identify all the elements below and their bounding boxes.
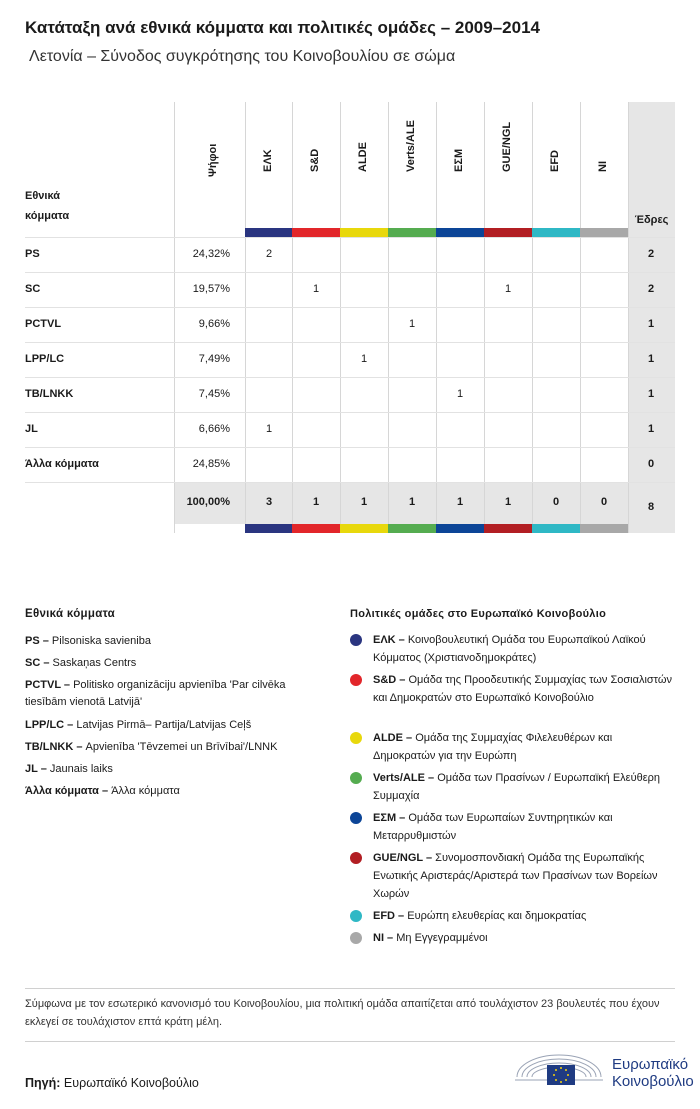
grand-total-seats: 8 [647,501,655,513]
group-legend-item: Verts/ALE – Ομάδα των Πρασίνων / Ευρωπαϊκή Ελεύθερη Συμμαχία [373,772,660,802]
grid-line [245,102,246,533]
group-full-name: Μη Εγγεγραμμένοι [396,932,488,944]
grid-line [580,102,581,533]
row-divider [25,447,675,448]
groups-legend-heading: Πολιτικές ομάδες στο Ευρωπαϊκό Κοινοβούλιο [350,608,607,620]
group-full-name: Συνομοσπονδιακή Ομάδα της Ευρωπαϊκής Ενωτικής Αριστεράς/Αριστερά των Πρασίνων των Βορείων Χωρών [373,852,658,900]
row-divider [25,307,675,308]
group-total: 1 [360,496,368,508]
group-header: ALDE [357,142,369,172]
party-legend-item: Άλλα κόμματα – Άλλα κόμματα [25,785,180,797]
group-color-bar [532,228,580,237]
seat-count-cell: 1 [408,318,416,330]
group-color-bar [388,228,436,237]
party-full-name: Politisko organizāciju apvienība 'Par cilvēka tiesībām vienotā Latvijā' [25,679,286,708]
group-color-dot-icon [350,634,362,646]
total-seats: 0 [647,458,655,470]
group-abbr: ALDE [373,732,403,744]
seat-count-cell: 2 [265,248,273,260]
party-name: SC [25,283,41,295]
group-total: 0 [552,496,560,508]
group-full-name: Ομάδα των Πρασίνων / Ευρωπαϊκή Ελεύθερη Συμμαχία [373,772,660,802]
group-color-dot-icon [350,732,362,744]
party-name: JL [25,423,38,435]
group-color-bar [340,228,388,237]
vote-share: 24,85% [192,458,230,470]
party-abbr: LPP/LC [25,719,65,731]
group-full-name: Ευρώπη ελευθερίας και δημοκρατίας [407,910,587,922]
group-color-bar [388,524,436,533]
group-header: NI [597,161,609,172]
source-label: Πηγή: [25,1076,61,1090]
source [25,1076,199,1090]
row-divider [25,482,675,483]
party-full-name: Pilsoniska savieniba [51,635,151,647]
group-full-name: Ομάδα των Ευρωπαίων Συντηρητικών και Μεταρρυθμιστών [373,812,613,842]
group-color-bar [580,228,628,237]
group-color-bar [436,228,484,237]
party-legend-item: LPP/LC – Latvijas Pirmā– Partija/Latvijas Ceļš [25,719,252,731]
group-color-dot-icon [350,910,362,922]
group-total: 1 [312,496,320,508]
vote-share: 7,45% [198,388,230,400]
group-abbr: EFD [373,910,395,922]
total-seats: 1 [647,353,655,365]
logo-text: Ευρωπαϊκό Κοινοβούλιο [612,1056,694,1090]
footnote: Σύμφωνα με τον εσωτερικό κανονισμό του Κοινοβουλίου, μια πολιτική ομάδα απαιτίζεται από τουλάχιστον 23 βουλευτές που έχουν εκλεγεί σε τουλάχιστον επτά κράτη μέλη. [25,998,660,1028]
group-header: ΕΛΚ [262,149,274,172]
grid-line [484,102,485,533]
group-header: S&D [309,148,321,172]
seats-column-header: Έδρες [634,214,669,226]
group-color-bar [532,524,580,533]
party-full-name: Latvijas Pirmā– Partija/Latvijas Ceļš [76,719,252,731]
group-header: EFD [549,150,561,172]
page-subtitle: Λετονία – Σύνοδος συγκρότησης του Κοινοβουλίου σε σώμα [29,48,456,65]
grid-line [532,102,533,533]
group-legend-item: ΕΣΜ – Ομάδα των Ευρωπαίων Συντηρητικών και Μεταρρυθμιστών [373,812,613,842]
group-header: Verts/ALE [405,120,417,172]
row-divider [25,412,675,413]
group-color-dot-icon [350,772,362,784]
grid-line [292,102,293,533]
grid-line [436,102,437,533]
party-name: Άλλα κόμματα [25,458,99,470]
group-color-bar [245,524,293,533]
party-name: LPP/LC [25,353,65,365]
group-color-bar [580,524,628,533]
group-legend-item: EFD – Ευρώπη ελευθερίας και δημοκρατίας [373,910,587,922]
total-seats: 1 [647,388,655,400]
row-divider [25,272,675,273]
group-color-dot-icon [350,852,362,864]
row-divider [25,377,675,378]
party-abbr: Άλλα κόμματα [25,785,99,797]
party-abbr: PCTVL [25,679,61,691]
group-color-bar [292,524,340,533]
party-full-name: Saskaņas Centrs [52,657,137,669]
row-divider [25,237,675,238]
vote-share: 9,66% [198,318,230,330]
group-abbr: NI [373,932,384,944]
total-seats: 2 [647,283,655,295]
group-full-name: Ομάδα της Συμμαχίας Φιλελευθέρων και Δημοκρατών για την Ευρώπη [373,732,613,762]
page-title: Κατάταξη ανά εθνικά κόμματα και πολιτικές ομάδες – 2009–2014 [25,18,540,37]
group-full-name: Ομάδα της Προοδευτικής Συμμαχίας των Σοσιαλιστών και Δημοκρατών στο Ευρωπαϊκό Κοινοβούλιο [373,674,672,704]
party-full-name: Apvienība 'Tēvzemei un Brīvībai'/LNNK [85,741,278,753]
group-abbr: GUE/NGL [373,852,423,864]
group-color-bar [245,228,293,237]
parties-legend-heading: Εθνικά κόμματα [25,608,116,620]
party-column-header: Εθνικά κόμματα [25,190,70,222]
party-legend-item: PS – Pilsoniska savieniba [25,635,151,647]
party-name: PS [25,248,40,260]
group-total: 3 [265,496,273,508]
group-legend-item: ΕΛΚ – Κοινοβουλευτική Ομάδα του Ευρωπαϊκού Λαϊκού Κόμματος (Χριστιανοδημοκράτες) [373,634,646,664]
group-legend-item: NI – Μη Εγγεγραμμένοι [373,932,488,944]
group-abbr: Verts/ALE [373,772,425,784]
seat-count-cell: 1 [265,423,273,435]
party-abbr: PS [25,635,40,647]
group-legend-item: GUE/NGL – Συνομοσπονδιακή Ομάδα της Ευρωπαϊκής Ενωτικής Αριστεράς/Αριστερά των Πρασίνων των Βορείων Χωρών [373,852,658,900]
party-full-name: Jaunais laiks [49,763,113,775]
group-abbr: S&D [373,674,397,686]
total-votes: 100,00% [186,496,230,508]
vote-share: 19,57% [192,283,230,295]
group-legend-item: S&D – Ομάδα της Προοδευτικής Συμμαχίας των Σοσιαλιστών και Δημοκρατών στο Ευρωπαϊκό Κοινοβούλιο [373,674,672,704]
group-full-name: Κοινοβουλευτική Ομάδα του Ευρωπαϊκού Λαϊκού Κόμματος (Χριστιανοδημοκράτες) [373,634,646,664]
group-abbr: ΕΣΜ [373,812,397,824]
total-seats: 1 [647,318,655,330]
seat-count-cell: 1 [360,353,368,365]
group-color-bar [484,524,532,533]
votes-column-header: Ψήφοι [207,143,219,177]
group-total: 1 [504,496,512,508]
group-total: 1 [456,496,464,508]
group-legend-item: ALDE – Ομάδα της Συμμαχίας Φιλελευθέρων και Δημοκρατών για την Ευρώπη [373,732,613,762]
party-abbr: SC [25,657,41,669]
row-divider [25,342,675,343]
european-parliament-logo-icon [513,1051,605,1091]
group-color-bar [340,524,388,533]
group-color-bar [484,228,532,237]
party-full-name: Άλλα κόμματα [111,785,180,797]
divider [25,1041,675,1042]
party-legend-item: JL – Jaunais laiks [25,763,113,775]
group-color-dot-icon [350,932,362,944]
group-abbr: ΕΛΚ [373,634,396,646]
seat-count-cell: 1 [456,388,464,400]
grid-line [340,102,341,533]
divider [25,988,675,989]
total-seats: 2 [647,248,655,260]
group-header: ΕΣΜ [453,148,465,172]
vote-share: 24,32% [192,248,230,260]
group-color-bar [292,228,340,237]
total-seats: 1 [647,423,655,435]
group-color-dot-icon [350,674,362,686]
group-total: 0 [600,496,608,508]
party-legend-item: PCTVL – Politisko organizāciju apvienība 'Par cilvēka tiesībām vienotā Latvijā' [25,679,286,708]
party-abbr: TB/LNKK [25,741,74,753]
vote-share: 6,66% [198,423,230,435]
party-abbr: JL [25,763,38,775]
source-value: Ευρωπαϊκό Κοινοβούλιο [63,1076,199,1090]
party-legend-item: TB/LNKK – Apvienība 'Tēvzemei un Brīvībai'/LNNK [25,741,278,753]
group-color-dot-icon [350,812,362,824]
seat-count-cell: 1 [504,283,512,295]
vote-share: 7,49% [198,353,230,365]
party-legend-item: SC – Saskaņas Centrs [25,657,137,669]
party-name: TB/LNKK [25,388,74,400]
party-name: PCTVL [25,318,62,330]
group-color-bar [436,524,484,533]
group-total: 1 [408,496,416,508]
group-header: GUE/NGL [501,121,513,172]
seat-count-cell: 1 [312,283,320,295]
